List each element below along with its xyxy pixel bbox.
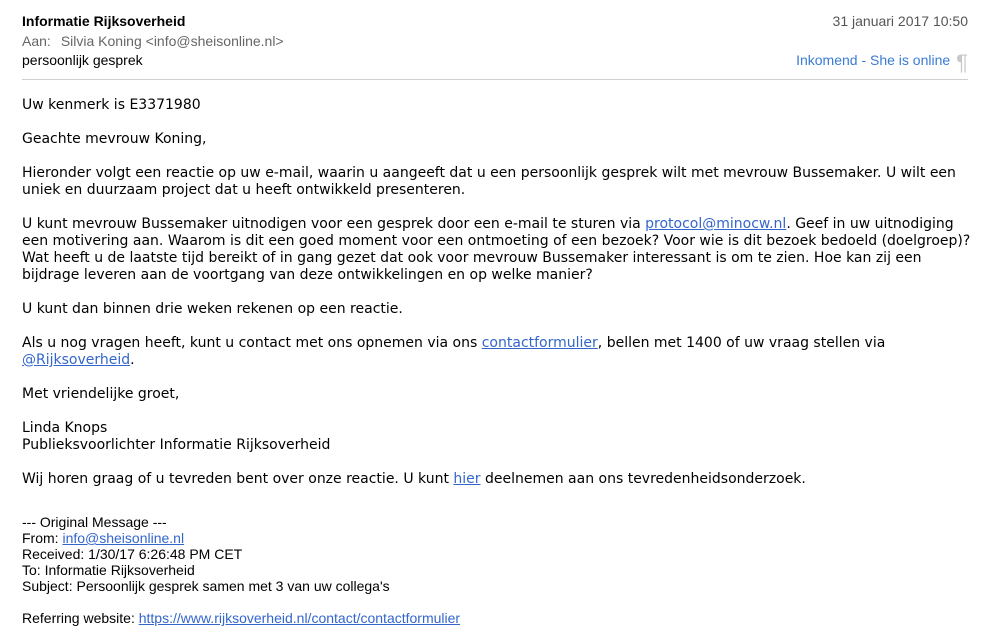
original-to: To: Informatie Rijksoverheid [22,562,195,578]
original-message [22,514,460,626]
paragraph-survey [22,471,972,488]
original-from [22,530,460,546]
p2-text-before: U kunt mevrouw Bussemaker uitnodigen voor een gesprek door een e-mail te sturen via [22,216,646,232]
greeting: Geachte mevrouw Koning, [22,131,207,147]
protocol-email-link[interactable]: protocol@minocw.nl [645,216,787,232]
flag-icon[interactable]: ¶ [956,50,968,75]
message-body [22,97,972,505]
contactformulier-link[interactable]: contactformulier [481,335,598,351]
signature [22,420,972,454]
p2-text-after: . Geef in uw uitnodiging een motivering aan. Waarom is dit een goed moment voor een ontmoeting of een bezoek? Voor wie is dit bezoek bedoeld (doelgroep)? Wat heeft u de laatste tijd bereikt of in gang gezet dat ook voor mevrouw Bussemaker interessant is om te zien. Hoe kan zij een bijdrage leveren aan de voortgang van deze ontwikkelingen en op welke manier? [22,216,971,283]
signature-name: Linda Knops [22,420,108,436]
rijksoverheid-twitter-link[interactable]: @Rijksoverheid [22,352,131,368]
signature-title: Publieksvoorlichter Informatie Rijksoverheid [22,437,331,453]
referring-label: Referring website: [22,610,139,626]
original-title: --- Original Message --- [22,514,167,530]
original-received: Received: 1/30/17 6:26:48 PM CET [22,546,243,562]
original-from-label: From: [22,530,63,546]
paragraph-response-time: U kunt dan binnen drie weken rekenen op een reactie. [22,301,403,317]
paragraph-intro: Hieronder volgt een reactie op uw e-mail, waarin u aangeeft dat u een persoonlijk gesprek wilt met mevrouw Bussemaker. U wilt een uniek en duurzaam project dat u heeft ontwikkeld presenteren. [22,165,956,198]
recipient-line [22,33,284,49]
header-divider [22,79,968,80]
paragraph-invitation [22,216,972,284]
reference-line: Uw kenmerk is E3371980 [22,97,201,113]
survey-link[interactable]: hier [453,471,481,487]
paragraph-contact [22,335,972,369]
mailbox-indicator [796,50,968,76]
referring-website [22,610,460,626]
message-header [22,0,968,80]
message-date: 31 januari 2017 10:50 [832,13,968,29]
referring-website-link[interactable]: https://www.rijksoverheid.nl/contact/contactformulier [138,610,461,626]
p4-text-after: . [130,352,135,368]
closing: Met vriendelijke groet, [22,386,180,402]
p4-text-middle: , bellen met 1400 of uw vraag stellen via [597,335,886,351]
to-label: Aan: [22,33,51,49]
sender-name[interactable]: Informatie Rijksoverheid [22,13,186,29]
p5-text-after: deelnemen aan ons tevredenheidsonderzoek. [480,471,806,487]
recipient-address[interactable]: Silvia Koning <info@sheisonline.nl> [60,33,284,49]
message-subject: persoonlijk gesprek [22,52,143,68]
p4-text-before: Als u nog vragen heeft, kunt u contact met ons opnemen via ons [22,335,482,351]
p5-text-before: Wij horen graag of u tevreden bent over onze reactie. U kunt [22,471,454,487]
original-subject: Subject: Persoonlijk gesprek samen met 3 van uw collega's [22,578,390,594]
original-from-link[interactable]: info@sheisonline.nl [62,530,185,546]
spacer [22,594,460,610]
mailbox-link[interactable]: Inkomend - She is online [796,52,951,68]
